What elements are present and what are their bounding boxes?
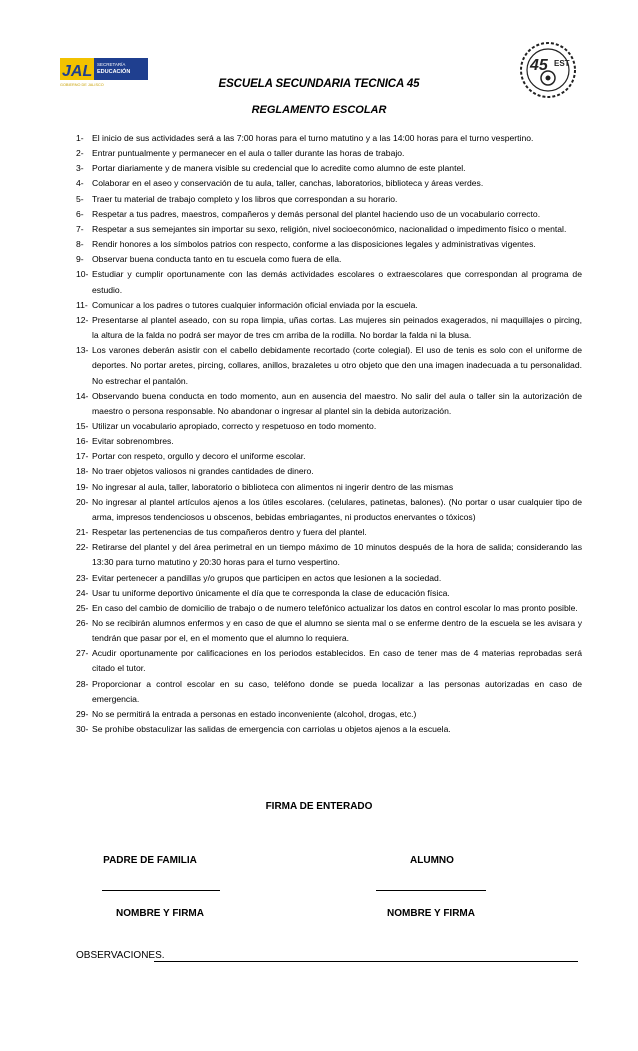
rule-item <box>76 176 582 191</box>
rule-number: 4- <box>76 178 84 189</box>
rule-item <box>76 646 582 676</box>
rule-item <box>76 616 582 646</box>
rule-text: Colaborar en el aseo y conservación de tu aula, taller, canchas, laboratorios, biblioteca y áreas verdes. <box>92 178 484 189</box>
rule-text: No se permitirá la entrada a personas en estado inconveniente (alcohol, drogas, etc.) <box>92 708 417 719</box>
svg-text:EST: EST <box>554 59 570 68</box>
rule-text: En caso del cambio de domicilio de trabajo o de numero telefónico actualizar los datos en control escolar lo mas pronto posible. <box>92 602 578 613</box>
rule-item <box>76 586 582 601</box>
est45-seal-logo <box>518 40 578 100</box>
rule-item <box>76 419 582 434</box>
rule-text: Portar diariamente y de manera visible su credencial que lo acredite como alumno de este plantel. <box>92 163 466 174</box>
rule-item <box>76 343 582 388</box>
rule-item <box>76 389 582 419</box>
rule-item <box>76 131 582 146</box>
rule-number: 30- <box>76 724 89 735</box>
rule-number: 13- <box>76 345 89 356</box>
rule-text: Portar con respeto, orgullo y decoro el uniforme escolar. <box>92 451 306 462</box>
rule-number: 2- <box>76 148 84 159</box>
rule-item <box>76 267 582 297</box>
rule-text: Estudiar y cumplir oportunamente con las demás actividades escolares o extraescolares que correspondan al programa de estudio. <box>92 269 582 295</box>
rule-text: Usar tu uniforme deportivo únicamente el día que te corresponda la clase de educación física. <box>92 587 450 598</box>
rule-text: Proporcionar a control escolar en su caso, teléfono donde se pueda localizar a las personas autorizadas en caso de emergencia. <box>92 678 582 704</box>
rule-number: 16- <box>76 436 89 447</box>
rule-item <box>76 146 582 161</box>
rule-number: 12- <box>76 314 89 325</box>
rule-number: 19- <box>76 481 89 492</box>
rule-number: 29- <box>76 708 89 719</box>
rule-number: 24- <box>76 587 89 598</box>
rule-text: Comunicar a los padres o tutores cualquier información oficial enviada por la escuela. <box>92 299 418 310</box>
rule-item <box>76 707 582 722</box>
rule-number: 25- <box>76 602 89 613</box>
rule-item <box>76 601 582 616</box>
student-signature-caption: NOMBRE Y FIRMA <box>387 908 475 919</box>
rule-text: No traer objetos valiosos ni grandes cantidades de dinero. <box>92 466 314 477</box>
rule-text: Evitar pertenecer a pandillas y/o grupos que participen en actos que lesionen a la sociedad. <box>92 572 442 583</box>
rule-item <box>76 207 582 222</box>
rule-number: 22- <box>76 542 89 553</box>
rule-number: 8- <box>76 239 84 250</box>
rule-number: 10- <box>76 269 89 280</box>
rule-text: Evitar sobrenombres. <box>92 436 174 447</box>
rule-text: Rendir honores a los símbolos patrios con respecto, conforme a las disposiciones legales y administrativas vigentes. <box>92 239 536 250</box>
svg-text:GOBIERNO DE JALISCO: GOBIERNO DE JALISCO <box>60 83 104 87</box>
rule-text: No ingresar al aula, taller, laboratorio o biblioteca con alimentos ni ingerir dentro de las mismas <box>92 481 454 492</box>
rule-item <box>76 237 582 252</box>
rule-item <box>76 222 582 237</box>
rule-text: Retirarse del plantel y del área perimetral en un tiempo máximo de 10 minutos después de la hora de salida; considerando las 13:30 para turno matutino y 20:30 horas para el turno vespertino. <box>92 542 582 568</box>
rule-number: 23- <box>76 572 89 583</box>
rule-number: 7- <box>76 223 84 234</box>
rule-text: Observando buena conducta en todo momento, aun en ausencia del maestro. No salir del aula o taller sin la autorización de maestro o persona responsable. No abandonar o ingresar al plantel sin la debida autorización. <box>92 390 582 416</box>
rule-item <box>76 161 582 176</box>
parent-signature-caption: NOMBRE Y FIRMA <box>116 908 204 919</box>
rule-number: 3- <box>76 163 84 174</box>
rule-text: No se recibirán alumnos enfermos y en caso de que el alumno se sienta mal o se enferme dentro de la escuela se les avisara y tendrán que pasar por el, en el momento que el alumno lo requiera. <box>92 618 582 644</box>
rules-list <box>76 131 582 737</box>
rule-item <box>76 434 582 449</box>
rule-text: Traer tu material de trabajo completo y los libros que correspondan a su horario. <box>92 193 398 204</box>
rule-item <box>76 464 582 479</box>
student-signature-line <box>376 890 486 891</box>
rule-item <box>76 722 582 737</box>
rule-number: 6- <box>76 208 84 219</box>
observations-line <box>154 961 578 962</box>
rule-text: Utilizar un vocabulario apropiado, correcto y respetuoso en todo momento. <box>92 420 377 431</box>
rule-item <box>76 252 582 267</box>
rule-item <box>76 540 582 570</box>
rule-text: El inicio de sus actividades será a las 7:00 horas para el turno matutino y a las 14:00 horas para el turno vespertino. <box>92 133 534 143</box>
rule-number: 15- <box>76 420 89 431</box>
rule-number: 26- <box>76 618 89 628</box>
rule-number: 5- <box>76 193 84 204</box>
rule-text: Presentarse al plantel aseado, con su ropa limpia, uñas cortas. Las mujeres sin peinados exagerados, ni maquillajes o pircing, la altura de la falda no podrá ser mayor de tres cm arriba de la rodilla. No bordar la falda ni la blusa. <box>92 314 582 341</box>
rule-number: 1- <box>76 133 84 143</box>
student-role-label: ALUMNO <box>410 855 454 866</box>
rule-text: Se prohíbe obstaculizar las salidas de emergencia con carriolas u objetos ajenos a la escuela. <box>92 724 451 735</box>
rule-item <box>76 495 582 525</box>
rule-number: 9- <box>76 254 84 265</box>
rule-number: 20- <box>76 496 89 507</box>
rule-text: No ingresar al plantel artículos ajenos a los útiles escolares. (celulares, patinetas, balones). (No portar o usar cualquier tipo de arma, impresos tendenciosos u obscenos, bebidas embriagantes, ni productos enervantes o tóxicos) <box>92 496 582 522</box>
rule-item <box>76 192 582 207</box>
svg-text:SECRETARÍA: SECRETARÍA <box>97 62 126 67</box>
rule-item <box>76 313 582 343</box>
parent-signature-line <box>102 890 220 891</box>
rule-item <box>76 525 582 540</box>
rule-item <box>76 298 582 313</box>
rule-text: Acudir oportunamente por calificaciones en los periodos establecidos. En caso de tener mas de 4 materias reprobadas será citado el tutor. <box>92 648 582 674</box>
school-name: ESCUELA SECUNDARIA TECNICA 45 <box>218 78 420 90</box>
rule-number: 27- <box>76 648 89 659</box>
rule-text: Entrar puntualmente y permanecer en el aula o taller durante las horas de trabajo. <box>92 148 405 159</box>
rule-text: Respetar a sus semejantes sin importar su sexo, religión, nivel socioeconómico, nacionalidad o impedimento físico o mental. <box>92 223 567 234</box>
rule-number: 18- <box>76 466 89 477</box>
rule-number: 21- <box>76 527 89 538</box>
svg-text:EDUCACIÓN: EDUCACIÓN <box>97 69 131 75</box>
svg-text:JAL: JAL <box>62 63 93 80</box>
page-title: REGLAMENTO ESCOLAR <box>251 104 387 116</box>
observations-label: OBSERVACIONES. <box>76 950 165 961</box>
rule-number: 28- <box>76 678 89 689</box>
rule-text: Los varones deberán asistir con el cabello debidamente recortado (corte colegial). El uso de tenis es solo con el uniforme de deportes. No portar aretes, pircing, collares, anillos, brazaletes u otro objeto que den una imagen inadecuada a tu personalidad. No estrechar el pantalón. <box>92 345 582 386</box>
svg-text:45: 45 <box>530 57 548 74</box>
rule-text: Respetar las pertenencias de tus compañeros dentro y fuera del plantel. <box>92 527 367 538</box>
signature-heading: FIRMA DE ENTERADO <box>265 801 373 812</box>
rule-number: 14- <box>76 390 89 401</box>
rule-number: 17- <box>76 451 89 462</box>
rule-text: Observar buena conducta tanto en tu escuela como fuera de ella. <box>92 254 342 265</box>
rule-number: 11- <box>76 299 88 310</box>
rule-item <box>76 677 582 707</box>
rule-item <box>76 571 582 586</box>
rule-text: Respetar a tus padres, maestros, compañeros y demás personal del plantel haciendo uso de un vocabulario correcto. <box>92 208 541 219</box>
rule-item <box>76 449 582 464</box>
parent-role-label: PADRE DE FAMILIA <box>103 855 197 866</box>
rule-item <box>76 480 582 495</box>
